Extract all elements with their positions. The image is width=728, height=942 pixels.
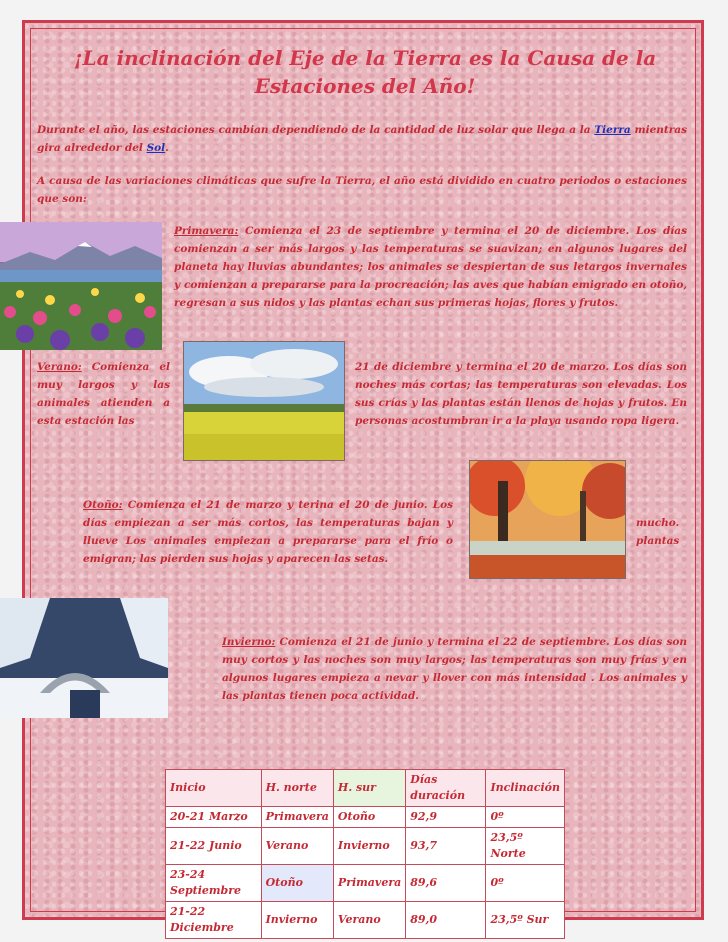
otono-text: Comienza el 21 de marzo y terina el 20 de junio. Los días empiezan a ser más cortos, las temperaturas bajan y llueve Los animales empiezan a prepararse para el frío o emigran; las pierden sus hojas y aparecen las setas. [83,499,453,565]
table-cell: Primavera [333,865,405,902]
invierno-text: Comienza el 21 de junio y termina el 22 de septiembre. Los días son muy cortos y las noches son muy largos; las temperaturas son muy frías y en algunos lugares empieza a nevar y llover con más intensidad . Los animales y las plantas tienen poca actividad. [222,636,687,702]
otono-paragraph [83,496,453,568]
table-row [166,828,565,865]
header-inclinacion: Inclinación [486,770,565,807]
verano-left-paragraph [37,358,170,430]
table-cell: Verano [261,828,333,865]
table-row [166,902,565,939]
intro-paragraph [37,121,687,157]
table-row [166,865,565,902]
winter-image [0,598,168,718]
table-cell: 20-21 Marzo [166,807,262,828]
table-cell: 0º [486,865,565,902]
invierno-label: Invierno: [222,636,276,648]
header-h-norte: H. norte [261,770,333,807]
header-inicio: Inicio [166,770,262,807]
verano-left-text: Comienza el muy largos y las animales atienden a esta estación las [37,361,170,427]
verano-label: Verano: [37,361,82,373]
table-cell: Invierno [333,828,405,865]
summer-image [183,341,345,461]
otono-word-plantas: plantas [636,535,680,547]
seasons-table [165,769,565,939]
table-cell: 0º [486,807,565,828]
table-cell: 92,9 [406,807,486,828]
intro-text: Durante el año, las estaciones cambian dependiendo de la cantidad de luz solar que llega a la [37,124,595,136]
autumn-image [469,460,626,579]
primavera-paragraph [174,222,687,312]
table-cell: 89,6 [406,865,486,902]
intro-text-end: . [165,142,169,154]
verano-right-paragraph: 21 de diciembre y termina el 20 de marzo. Los días son noches más cortas; las temperaturas son elevadas. Los sus crías y las plantas están llenos de hojas y frutos. En personas acostumbran ir a la playa usando ropa ligera. [355,361,687,427]
table-cell: 21-22 Diciembre [166,902,262,939]
invierno-paragraph [222,633,687,705]
table-cell: 93,7 [406,828,486,865]
causa-paragraph: A causa de las variaciones climáticas que sufre la Tierra, el año está dividido en cuatro periodos o estaciones que son: [37,175,687,205]
table-cell: Verano [333,902,405,939]
spring-image [0,222,162,350]
table-cell: 21-22 Junio [166,828,262,865]
table-cell: 23-24 Septiembre [166,865,262,902]
title-line-2: Estaciones del Año! [254,74,476,98]
header-h-sur: H. sur [333,770,405,807]
primavera-text: Comienza el 23 de septiembre y termina el 20 de diciembre. Los días comienzan a ser más largos y las temperaturas se suavizan; en algunos lugares del planeta hay lluvias abundantes; los animales se despiertan de sus letargos invernales y comienzan a prepararse para la procreación; las aves que habían emigrado en otoño, regresan a sus nidos y las plantas echan sus primeras hojas, flores y frutos. [174,225,687,309]
table-cell: 23,5º Norte [486,828,565,865]
otono-word-mucho: mucho. [636,517,680,529]
primavera-label: Primavera: [174,225,239,237]
table-cell: Invierno [261,902,333,939]
table-cell: 23,5º Sur [486,902,565,939]
title-line-1: ¡La inclinación del Eje de la Tierra es la Causa de la [73,46,657,70]
table-cell: Primavera [261,807,333,828]
header-dias-duracion: Días duración [406,770,486,807]
page-title [60,44,670,100]
table-row [166,807,565,828]
intro-text-mid: mientras gira alrededor del [37,124,688,154]
table-header-row [166,770,565,807]
table-cell: Otoño [261,865,333,902]
link-tierra[interactable]: Tierra [594,124,631,136]
link-sol[interactable]: Sol [146,142,166,154]
otono-label: Otoño: [83,499,123,511]
table-cell: Otoño [333,807,405,828]
table-cell: 89,0 [406,902,486,939]
